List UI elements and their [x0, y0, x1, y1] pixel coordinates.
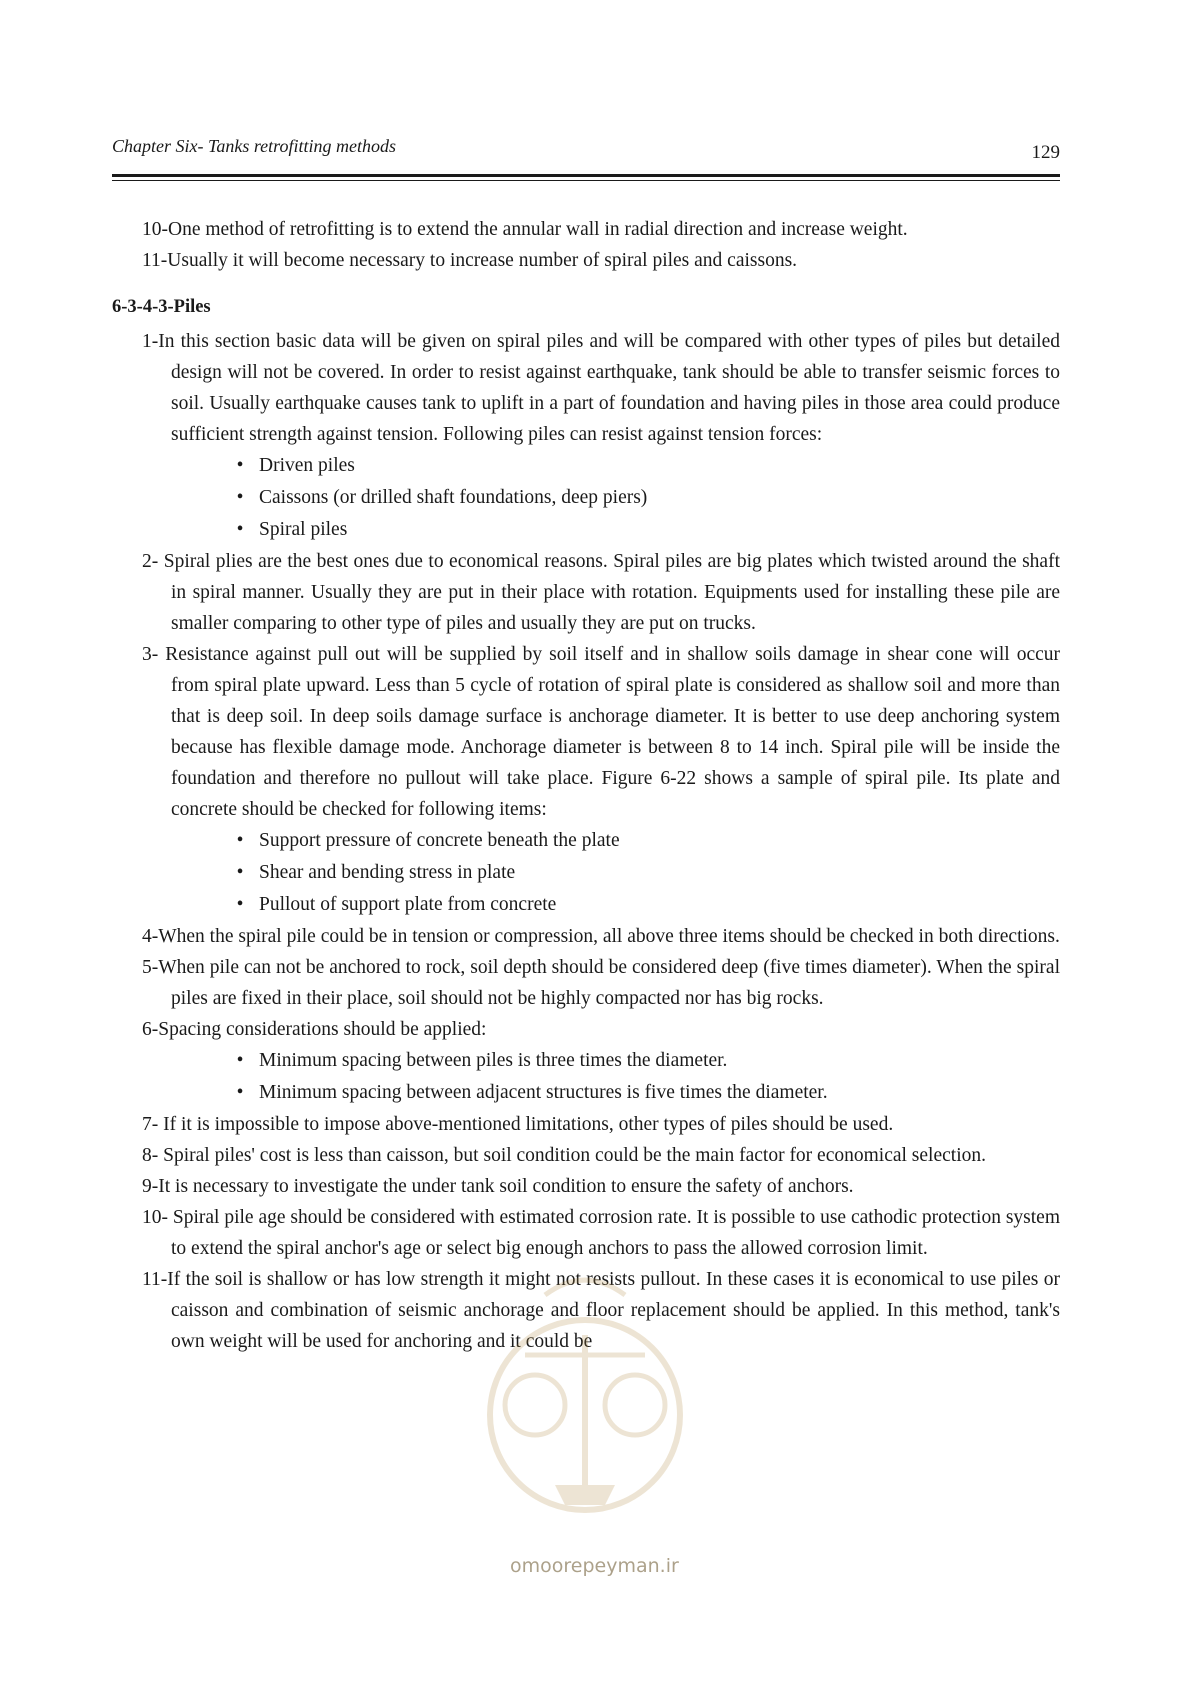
chapter-title: Chapter Six- Tanks retrofitting methods: [112, 136, 397, 156]
bullet-item: • Minimum spacing between piles is three times the diameter.: [112, 1045, 1060, 1077]
bullet-item: • Support pressure of concrete beneath the plate: [112, 825, 1060, 857]
list-item-9: 9-It is necessary to investigate the under tank soil condition to ensure the safety of anchors.: [142, 1176, 854, 1197]
bullet-list-check-items: [112, 825, 1060, 921]
bullet-item: • Spiral piles: [112, 514, 1060, 546]
bullet-item: • Pullout of support plate from concrete: [112, 889, 1060, 921]
bullet-item: • Minimum spacing between adjacent structures is five times the diameter.: [112, 1077, 1060, 1109]
list-item-11: 11-If the soil is shallow or has low strength it might not resists pullout. In these cases it is economical to use piles or caisson and combination of seismic anchorage and floor replacement should be applied. In this method, tank's own weight will be used for anchoring and it could be: [142, 1269, 1060, 1352]
bullet-icon: •: [236, 862, 244, 883]
list-item-8: 8- Spiral piles' cost is less than caisson, but soil condition could be the main factor for economical selection.: [142, 1145, 986, 1166]
list-item-4: 4-When the spiral pile could be in tension or compression, all above three items should be checked in both directions.: [142, 926, 1060, 947]
bullet-item: • Caissons (or drilled shaft foundations, deep piers): [112, 482, 1060, 514]
list-item-2: 2- Spiral plies are the best ones due to economical reasons. Spiral piles are big plates which twisted around the shaft in spiral manner. Usually they are put in their place with rotation. Equipments used for installing these pile are smaller comparing to other type of piles and usually they are put on trucks.: [142, 551, 1060, 634]
page-body: [112, 214, 1060, 1357]
page-number: 129: [1031, 142, 1060, 163]
bullet-icon: •: [236, 894, 244, 915]
list-item-1: 1-In this section basic data will be given on spiral piles and will be compared with other types of piles but detailed design will not be covered. In order to resist against earthquake, tank should be able to transfer seismic forces to soil. Usually earthquake causes tank to uplift in a part of foundation and having piles in those area could produce sufficient strength against tension. Following piles can resist against tension forces:: [142, 331, 1060, 445]
bullet-list-spacing: [112, 1045, 1060, 1109]
bullet-list-pile-types: [112, 450, 1060, 546]
watermark-text: omoorepeyman.ir: [510, 1555, 679, 1577]
intro-item-10: 10-One method of retrofitting is to extend the annular wall in radial direction and increase weight.: [142, 219, 908, 240]
bullet-item: • Shear and bending stress in plate: [112, 857, 1060, 889]
bullet-icon: •: [236, 830, 244, 851]
bullet-icon: •: [236, 1050, 244, 1071]
page-header: [112, 132, 1060, 178]
list-item-7: 7- If it is impossible to impose above-mentioned limitations, other types of piles should be used.: [142, 1114, 894, 1135]
section-heading: 6-3-4-3-Piles: [112, 297, 211, 317]
list-item-5: 5-When pile can not be anchored to rock, soil depth should be considered deep (five times diameter). When the spiral piles are fixed in their place, soil should not be highly compacted nor has big rocks.: [142, 957, 1060, 1009]
bullet-item: • Driven piles: [112, 450, 1060, 482]
intro-item-11: 11-Usually it will become necessary to increase number of spiral piles and caissons.: [142, 250, 798, 271]
header-rule-thin: [112, 180, 1060, 181]
list-item-10: 10- Spiral pile age should be considered with estimated corrosion rate. It is possible to use cathodic protection system to extend the spiral anchor's age or select big enough anchors to pass the allowed corrosion limit.: [142, 1207, 1060, 1259]
bullet-icon: •: [236, 1082, 244, 1103]
bullet-icon: •: [236, 455, 244, 476]
bullet-icon: •: [236, 487, 244, 508]
list-item-6: 6-Spacing considerations should be applied:: [142, 1019, 487, 1040]
bullet-icon: •: [236, 519, 244, 540]
list-item-3: 3- Resistance against pull out will be supplied by soil itself and in shallow soils damage in shear cone will occur from spiral plate upward. Less than 5 cycle of rotation of spiral plate is considered as shallow soil and more than that is deep soil. In deep soils damage surface is anchorage diameter. It is better to use deep anchoring system because has flexible damage mode. Anchorage diameter is between 8 to 14 inch. Spiral pile will be inside the foundation and therefore no pullout will take place. Figure 6-22 shows a sample of spiral pile. Its plate and concrete should be checked for following items:: [142, 644, 1060, 820]
header-rule-thick: [112, 174, 1060, 177]
